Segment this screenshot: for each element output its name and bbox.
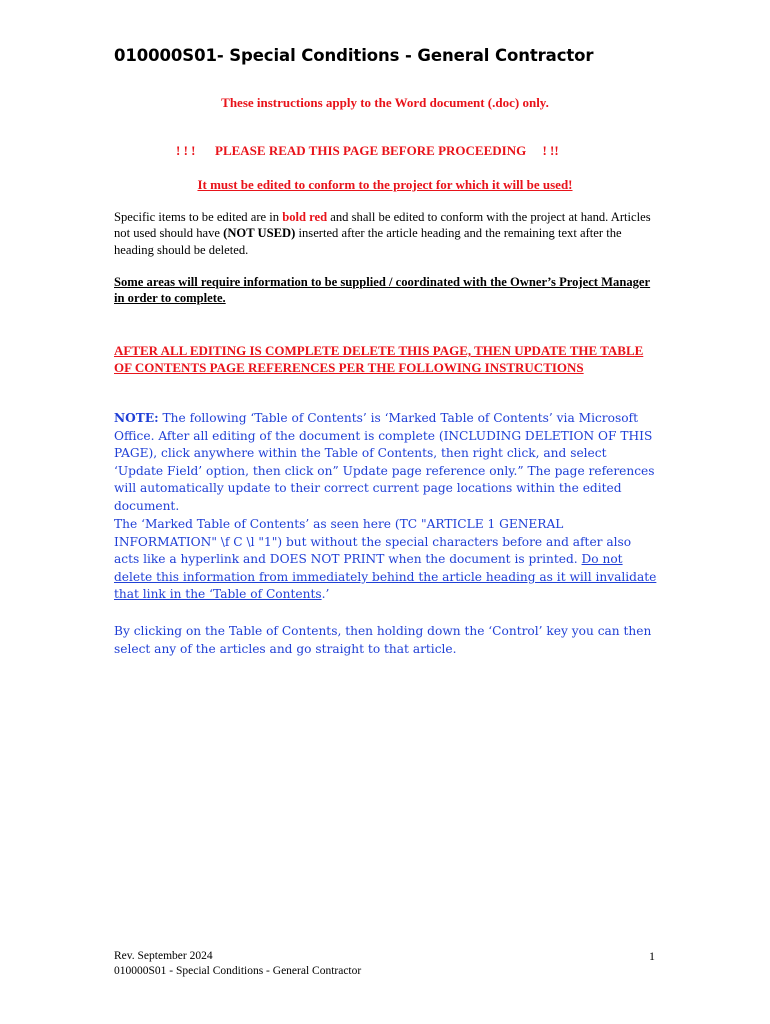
para1-red-bold: bold red bbox=[282, 210, 328, 224]
instructions-note: These instructions apply to the Word document (.doc) only. bbox=[221, 95, 549, 110]
footer-doc-name: 010000S01 - Special Conditions - General Contractor bbox=[114, 965, 362, 977]
para1-text-1: Specific items to be edited are in bbox=[114, 210, 283, 224]
warning-text: PLEASE READ THIS PAGE BEFORE PROCEEDING bbox=[215, 143, 527, 158]
after-editing-heading: AFTER ALL EDITING IS COMPLETE DELETE THIS PAGE, THEN UPDATE THE TABLE OF CONTENTS PAGE REFERENCES PER THE FOLLOWING INSTRUCTIONS bbox=[114, 343, 644, 375]
owner-coordination-paragraph: Some areas will require information to be supplied / coordinated with the Owner’s Project Manager in order to complete. bbox=[114, 275, 651, 306]
warning-prefix: ! ! ! bbox=[176, 143, 196, 158]
marked-toc-paragraph bbox=[114, 516, 659, 604]
note-label: NOTE: bbox=[114, 411, 159, 425]
para1-not-used: (NOT USED) bbox=[223, 226, 296, 241]
control-click-paragraph: By clicking on the Table of Contents, then holding down the ‘Control’ key you can then select any of the articles and go straight to that article. bbox=[114, 624, 652, 656]
warning-suffix: ! !! bbox=[542, 143, 559, 158]
para1-text-3: inserted after the article heading and the remaining text after the heading should be deleted. bbox=[114, 226, 622, 257]
marked-toc-end: .’ bbox=[321, 587, 330, 602]
edit-notice: It must be edited to conform to the project for which it will be used! bbox=[197, 177, 573, 192]
marked-toc-warning-link: Do not delete this information from immediately behind the article heading as it will invalidate that link in the ‘Table of Contents bbox=[114, 552, 657, 602]
note-paragraph bbox=[114, 410, 659, 516]
para1-text-2: and shall be edited to conform with the project at hand. Articles not used should have bbox=[114, 210, 651, 241]
warning-line bbox=[176, 143, 559, 159]
marked-toc-text: The ‘Marked Table of Contents’ as seen here (TC "ARTICLE 1 GENERAL INFORMATION" \f C \l "1") but without the special characters before and after also acts like a hyperlink and DOES NOT PRINT when the document is printed. bbox=[114, 517, 632, 567]
note-text: The following ‘Table of Contents’ is ‘Marked Table of Contents’ via Microsoft Office. After all editing of the document is complete (INCLUDING DELETION OF THIS PAGE), click anywhere within the Table of Contents, then right click, and select ‘Update Field’ option, then click on” Update page reference only.” The page references will automatically update to their correct current page locations within the edited document. bbox=[114, 411, 655, 513]
footer-revision: Rev. September 2024 bbox=[114, 950, 213, 962]
document-title: 010000S01- Special Conditions - General Contractor bbox=[114, 46, 594, 65]
page-number: 1 bbox=[649, 949, 655, 963]
editing-instructions-paragraph bbox=[114, 209, 659, 258]
